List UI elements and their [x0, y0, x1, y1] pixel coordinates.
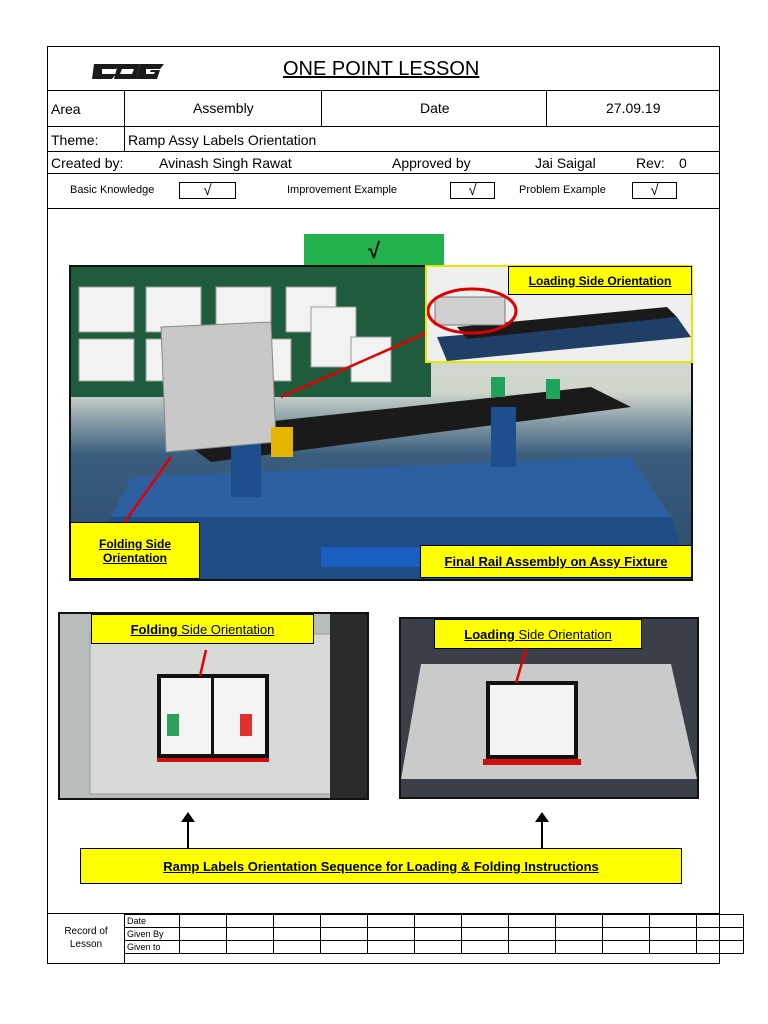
record-table [124, 914, 744, 954]
record-cell[interactable] [368, 941, 415, 954]
record-cell[interactable] [697, 915, 744, 928]
record-cell[interactable] [462, 915, 509, 928]
folding-side-callout: Folding Side Orientation [70, 522, 200, 579]
sequence-banner: Ramp Labels Orientation Sequence for Loading & Folding Instructions [80, 848, 682, 884]
record-cell[interactable] [603, 928, 650, 941]
folding-label-callout [91, 614, 314, 644]
record-cell[interactable] [556, 941, 603, 954]
basic-knowledge-checkbox[interactable]: √ [179, 182, 236, 199]
record-cell[interactable] [415, 941, 462, 954]
record-cell[interactable] [462, 928, 509, 941]
loading-side-callout: Loading Side Orientation [508, 266, 692, 295]
record-cell[interactable] [321, 928, 368, 941]
record-cell[interactable] [415, 928, 462, 941]
record-cell[interactable] [415, 915, 462, 928]
approved-label: Approved by [392, 155, 471, 171]
loading-label-callout-rest: Side Orientation [514, 626, 612, 642]
rev-value: 0 [679, 155, 687, 171]
record-cell[interactable] [650, 928, 697, 941]
record-row-given-by: Given By [125, 928, 180, 941]
record-cell[interactable] [227, 941, 274, 954]
area-label: Area [51, 101, 81, 117]
company-logo [90, 60, 164, 82]
approved-value: Jai Saigal [535, 155, 596, 171]
record-cell[interactable] [650, 941, 697, 954]
final-rail-callout: Final Rail Assembly on Assy Fixture [420, 545, 692, 578]
table-row [125, 928, 744, 941]
loading-label-callout-bold: Loading [464, 626, 515, 642]
loading-label-callout [434, 619, 642, 649]
theme-value: Ramp Assy Labels Orientation [128, 132, 317, 148]
page-title: ONE POINT LESSON [283, 58, 480, 80]
record-cell[interactable] [180, 915, 227, 928]
record-cell[interactable] [509, 928, 556, 941]
record-of-lesson-label: Record of Lesson [64, 926, 108, 950]
record-cell[interactable] [321, 915, 368, 928]
created-label: Created by: [51, 155, 124, 171]
record-row-date: Date [125, 915, 180, 928]
folding-label-callout-rest: Side Orientation [177, 621, 275, 637]
record-cell[interactable] [462, 941, 509, 954]
folding-label-callout-bold: Folding [130, 621, 178, 637]
record-cell[interactable] [697, 928, 744, 941]
record-cell[interactable] [509, 915, 556, 928]
record-cell[interactable] [509, 941, 556, 954]
record-cell[interactable] [368, 915, 415, 928]
record-cell[interactable] [650, 915, 697, 928]
table-row [125, 915, 744, 928]
record-cell[interactable] [180, 941, 227, 954]
record-cell[interactable] [227, 928, 274, 941]
correct-mark: √ [304, 234, 444, 268]
record-cell[interactable] [603, 915, 650, 928]
table-row [125, 941, 744, 954]
problem-example-label: Problem Example [519, 184, 606, 196]
record-cell[interactable] [321, 941, 368, 954]
record-cell[interactable] [274, 941, 321, 954]
record-cell[interactable] [556, 915, 603, 928]
improvement-example-checkbox[interactable]: √ [450, 182, 495, 199]
theme-label: Theme: [51, 132, 99, 148]
record-cell[interactable] [274, 915, 321, 928]
record-cell[interactable] [274, 928, 321, 941]
record-cell[interactable] [368, 928, 415, 941]
basic-knowledge-label: Basic Knowledge [70, 184, 155, 196]
record-cell[interactable] [697, 941, 744, 954]
area-value: Assembly [193, 100, 254, 116]
record-cell[interactable] [603, 941, 650, 954]
record-cell[interactable] [227, 915, 274, 928]
problem-example-checkbox[interactable]: √ [632, 182, 677, 199]
record-row-given-to: Given to [125, 941, 180, 954]
improvement-example-label: Improvement Example [287, 184, 398, 196]
date-label: Date [420, 100, 450, 116]
created-value: Avinash Singh Rawat [159, 155, 292, 171]
date-value: 27.09.19 [606, 100, 661, 116]
up-arrow-icon [541, 814, 543, 848]
record-cell[interactable] [556, 928, 603, 941]
rev-label: Rev: [636, 155, 665, 171]
up-arrow-icon [187, 814, 189, 848]
record-cell[interactable] [180, 928, 227, 941]
